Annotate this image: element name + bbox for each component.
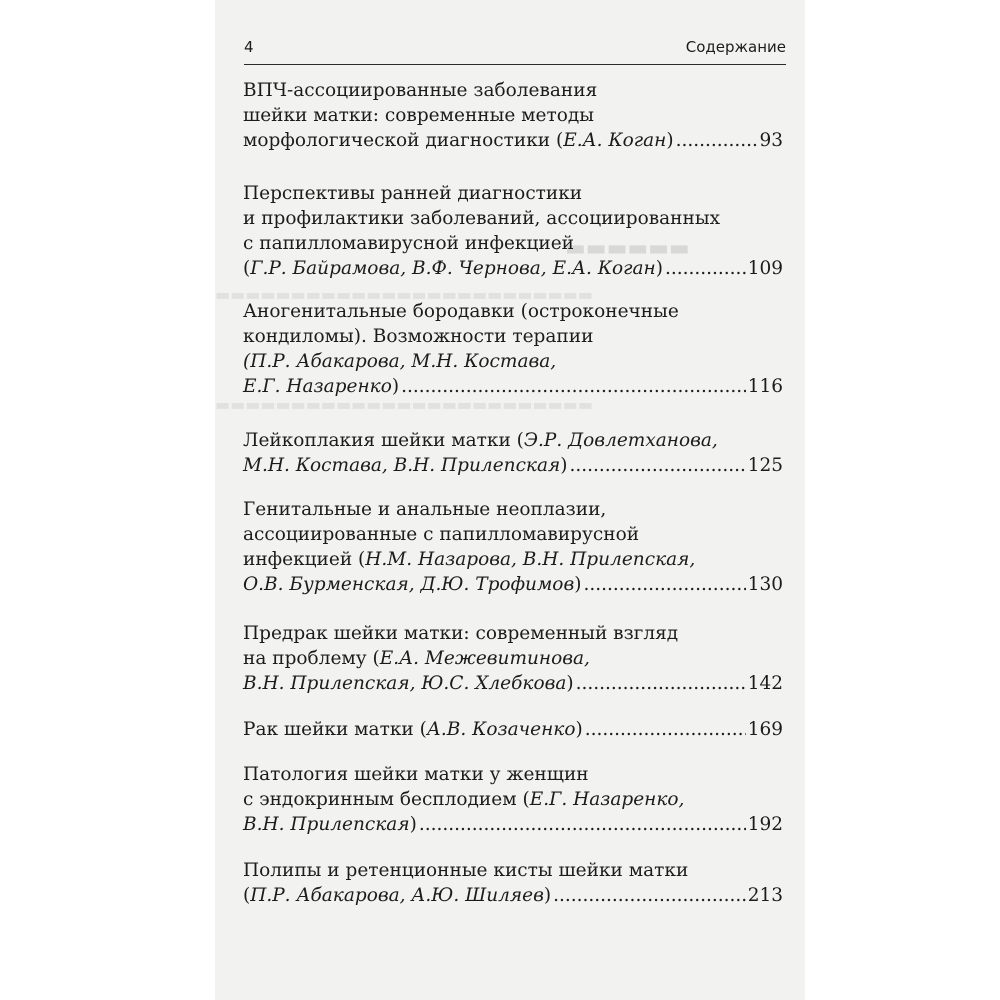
entry-title-line: на проблему (Е.А. Межевитинова, xyxy=(243,648,590,669)
entry-page-number: 93 xyxy=(759,130,783,151)
entry-authors: Е.Г. Назаренко xyxy=(243,376,392,397)
entry-authors: В.Н. Прилепская, Ю.С. Хлебкова xyxy=(243,673,567,694)
entry-page-number: 169 xyxy=(747,719,783,740)
leader-dots xyxy=(419,812,746,837)
entry-title-line: ВПЧ-ассоциированные заболевания xyxy=(243,80,598,101)
entry-title-line: Перспективы ранней диагностики xyxy=(243,183,583,204)
entry-authors: Н.М. Назарова, В.Н. Прилепская, xyxy=(365,549,696,570)
bleed-through-texture: ▬▬▬▬▬▬▬▬▬▬▬▬▬▬▬▬▬▬▬▬▬▬▬▬▬ xyxy=(215,395,593,414)
leader-dots xyxy=(569,453,745,478)
leader-dots xyxy=(585,717,746,742)
entry-title-line: Полипы и ретенционные кисты шейки матки xyxy=(243,860,689,881)
toc-entry[interactable] xyxy=(243,497,783,597)
entry-last-line: (Г.Р. Байрамова, В.Ф. Чернова, Е.А. Коган) ..... 109 xyxy=(243,256,783,281)
entry-title-line: Аногенитальные бородавки (остроконечные xyxy=(243,301,679,322)
header-rule xyxy=(244,64,786,65)
toc-entry[interactable] xyxy=(243,428,783,478)
entry-title-line: Генитальные и анальные неоплазии, xyxy=(243,499,607,520)
toc-entry[interactable] xyxy=(243,621,783,696)
entry-page-number: 130 xyxy=(747,574,783,595)
leader-dots xyxy=(583,572,745,597)
entry-last-line: О.В. Бурменская, Д.Ю. Трофимов) ..... 130 xyxy=(243,572,783,597)
leader-dots xyxy=(576,671,746,696)
entry-authors: П.Р. Абакарова, А.Ю. Шиляев xyxy=(250,885,544,906)
entry-authors: Э.Р. Довлетханова, xyxy=(523,430,718,451)
entry-authors: Е.А. Межевитинова, xyxy=(379,648,590,669)
toc-entry[interactable] xyxy=(243,717,783,742)
entry-page-number: 125 xyxy=(747,455,783,476)
entry-page-number: 109 xyxy=(747,258,783,279)
entry-title-line: с папилломавирусной инфекцией xyxy=(243,233,574,254)
entry-page-number: 116 xyxy=(747,376,783,397)
entry-authors: Е.Г. Назаренко, xyxy=(529,789,685,810)
leader-dots xyxy=(401,374,746,399)
entry-last-line: морфологической диагностики (Е.А. Коган) ..... 93 xyxy=(243,128,783,153)
running-header xyxy=(244,38,786,64)
entry-title-line: инфекцией (Н.М. Назарова, В.Н. Прилепская, xyxy=(243,549,696,570)
leader-dots xyxy=(553,883,746,908)
entry-last-line: М.Н. Костава, В.Н. Прилепская) ..... 125 xyxy=(243,453,783,478)
entry-page-number: 192 xyxy=(747,814,783,835)
toc-entry[interactable] xyxy=(243,181,783,281)
entry-title-line: с эндокринным бесплодием (Е.Г. Назаренко, xyxy=(243,789,685,810)
entry-last-line: Е.Г. Назаренко) ..... 116 xyxy=(243,374,783,399)
leader-dots xyxy=(676,128,758,153)
toc-entry[interactable] xyxy=(243,78,783,153)
entry-last-line: В.Н. Прилепская) ..... 192 xyxy=(243,812,783,837)
book-page xyxy=(215,0,805,1000)
toc-entry[interactable] xyxy=(243,858,783,908)
entry-authors: А.В. Козаченко xyxy=(426,719,576,740)
entry-last-line: В.Н. Прилепская, Ю.С. Хлебкова) ..... 142 xyxy=(243,671,783,696)
toc-entry[interactable] xyxy=(243,762,783,837)
entry-authors: Е.А. Коган xyxy=(563,130,667,151)
entry-title-line: шейки матки: современные методы xyxy=(243,105,594,126)
toc-entry[interactable] xyxy=(243,299,783,399)
entry-title-line xyxy=(243,349,783,374)
entry-title-line: Предрак шейки матки: современный взгляд xyxy=(243,623,679,644)
entry-authors: В.Н. Прилепская xyxy=(243,814,410,835)
entry-title-line: Лейкоплакия шейки матки (Э.Р. Довлетханова, xyxy=(243,430,718,451)
entry-title-line: ассоциированные с папилломавирусной xyxy=(243,524,640,545)
bleed-through-texture: ▬▬▬▬▬▬▬▬▬▬▬▬▬▬▬▬▬▬▬▬▬▬▬▬▬ xyxy=(215,285,593,304)
page-number: 4 xyxy=(244,38,254,56)
entry-page-number: 142 xyxy=(747,673,783,694)
entry-title-line: и профилактики заболеваний, ассоциированных xyxy=(243,208,720,229)
entry-authors: (П.Р. Абакарова, М.Н. Костава, xyxy=(243,351,557,372)
entry-title-line: Патология шейки матки у женщин xyxy=(243,764,589,785)
entry-authors: М.Н. Костава, В.Н. Прилепская xyxy=(243,455,561,476)
bleed-through-texture: ▬▬▬▬▬▬ xyxy=(565,235,690,261)
entry-last-line: (П.Р. Абакарова, А.Ю. Шиляев) ..... 213 xyxy=(243,883,783,908)
leader-dots xyxy=(665,256,746,281)
entry-authors: О.В. Бурменская, Д.Ю. Трофимов xyxy=(243,574,575,595)
section-title: Содержание xyxy=(685,38,786,56)
entry-page-number: 213 xyxy=(747,885,783,906)
entry-last-line: Рак шейки матки (А.В. Козаченко) ..... 169 xyxy=(243,717,783,742)
entry-authors: Г.Р. Байрамова, В.Ф. Чернова, Е.А. Коган xyxy=(250,258,656,279)
entry-title-line: кондиломы). Возможности терапии xyxy=(243,326,594,347)
